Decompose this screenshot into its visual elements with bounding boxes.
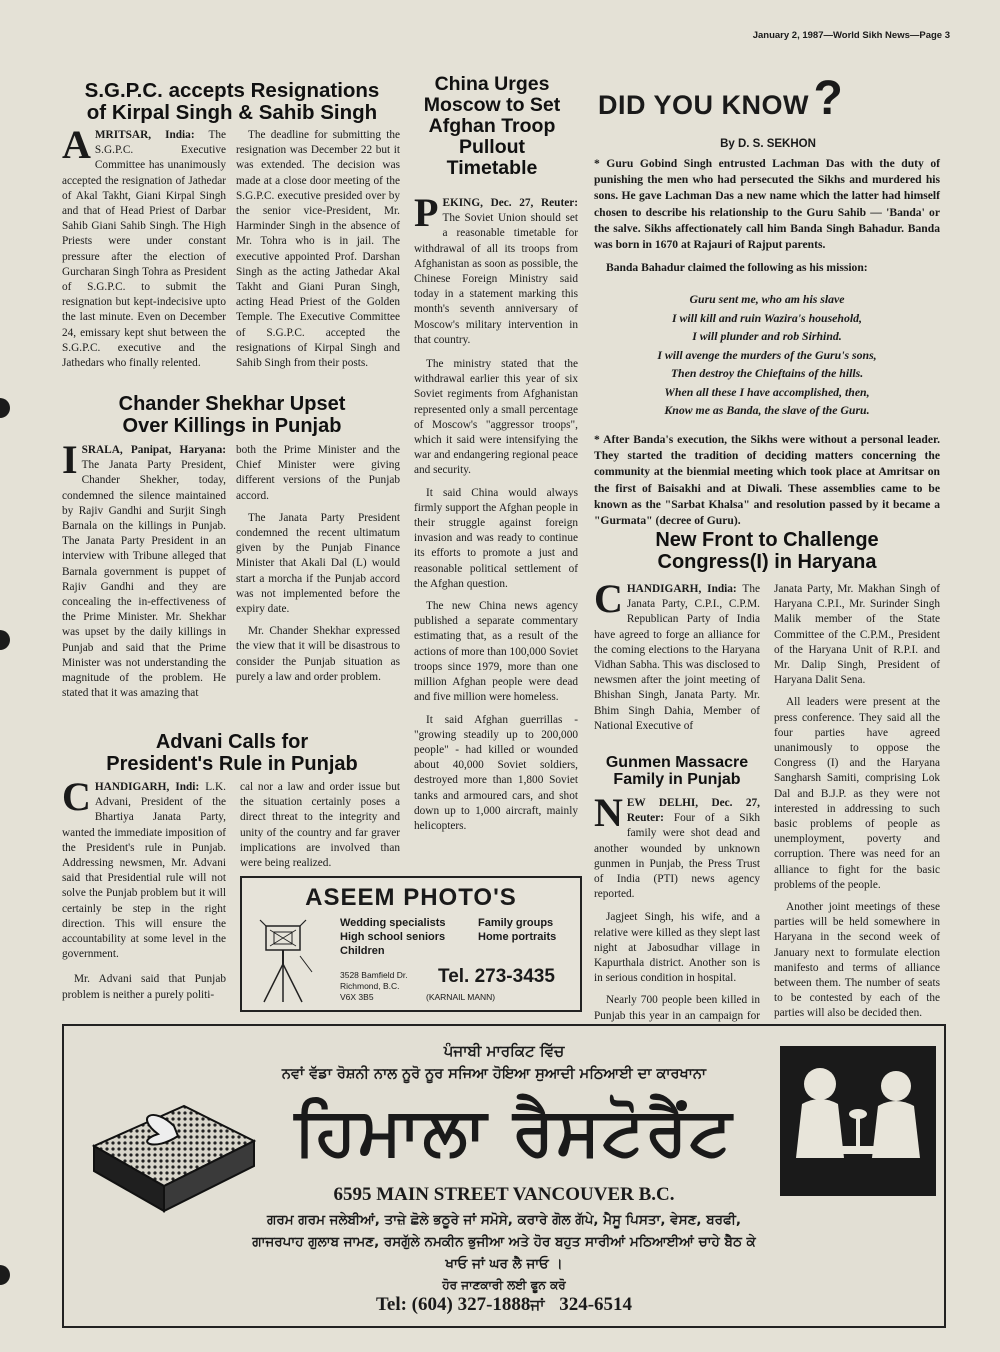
- dateline: MRITSAR, India:: [94, 129, 195, 141]
- dateline: EW DELHI, Dec. 27, Reuter:: [626, 797, 760, 825]
- binder-hole-top: [0, 398, 10, 418]
- advani-headline: [62, 732, 402, 775]
- phone-or: ਜਾਂ: [530, 1296, 545, 1314]
- gunmen-headline-line-2: Family in Punjab: [613, 771, 741, 789]
- article-text: Mr. Advani said that Punjab problem is neither a purely politi-: [62, 973, 226, 1001]
- china-headline-line-1: China Urges: [434, 73, 550, 95]
- china-headline-line-5: Timetable: [446, 157, 538, 180]
- article-text: All leaders were present at the press conference. They said all the four parties have agreed unanimously to oppose the Congress (I) and the Haryana Sangharsh Samiti, comprising Lok Dal and B.J.P. as they were not interested in addressing to such basic problems of people as unemployment, poverty and corruption. There was need for an alliance to fight for the basic problems of the people.: [774, 696, 940, 891]
- article-text: The deadline for submitting the resignation was December 22 but it was extended. The decision was made at a close door meeting of the S.G.P.C. executive presided over by the senior vice-President, Mr. Harminder Singh in the absence of Mr. Tohra who is in jail. The executive appointed Prof. Darshan Singh as the acting Jathedar Akal Takht and Giani Puran Singh, acting Head Priest of the Golden Temple. The Executive Committee of S.G.P.C. accepted the resignations of Kirpal Singh and Sahib Singh from their posts.: [236, 129, 400, 370]
- dyk-article: [594, 156, 940, 536]
- restaurant-phone: [64, 1294, 944, 1316]
- drop-cap: C: [594, 576, 623, 621]
- china-headline-line-2: Moscow to Set: [423, 94, 561, 117]
- dining-couple-silhouette-icon: [780, 1046, 936, 1196]
- sgpc-headline-line-1: S.G.P.C. accepts Resignations: [84, 79, 380, 102]
- newfront-headline: [594, 530, 940, 573]
- article-text: L.K. Advani, President of the Bhartiya Janata Party, wanted the immediate imposition of the President's rule in Punjab. Addressing newsmen, Mr. Advani said that Presidential rule will not solve the Punjab problem but it will certainly be step in the right direction. This will ensure the accountability at some level in the government.: [62, 781, 226, 961]
- sgpc-col-2: [236, 128, 400, 378]
- article-text: cal nor a law and order issue but the situation certainly poses a direct threat to the integrity and unity of the country and far graver implications are involved than were being realized.: [240, 781, 400, 870]
- service-item: Wedding specialists: [340, 917, 446, 929]
- menu-items-line-1: ਗਰਮ ਗਰਮ ਜਲੇਬੀਆਂ, ਤਾਜ਼ੇ ਛੋਲੇ ਭਠੂਰੇ ਜਾਂ ਸਮੋਸੇ, ਕਰਾਰੇ ਗੋਲ ਗੱਪੇ, ਮੈਸੂ ਪਿਸਤਾ, ਵੇਸਣ, ਬਰਫੀ,: [266, 1212, 742, 1228]
- china-headline-line-4: Pullout: [458, 136, 526, 159]
- address-line: 3528 Bamfield Dr.: [340, 970, 408, 980]
- drop-cap: I: [62, 437, 78, 482]
- phone-primary: Tel: (604) 327-1888: [375, 1294, 531, 1315]
- aseem-photo-ad: [240, 876, 582, 1012]
- service-item: Family groups: [478, 917, 554, 929]
- advani-headline-line-1: Advani Calls for: [155, 731, 309, 753]
- dateline: HANDIGARH, Indi:: [94, 781, 200, 793]
- poem-line: I will kill and ruin Wazira's household,: [671, 310, 863, 325]
- article-text: The Janata Party, C.P.I., C.P.M. Republican Party of India have agreed to forge an alliance for the coming elections to the Haryana Vidhan Sabha. This was disclosed to newsmen after the joint meeting of Bhishan Singh, Janata Party. Mr. Bhim Singh Dahia, Member of National Executive of: [594, 583, 760, 732]
- article-text: Four of a Sikh family were shot dead and another wounded by unknown gunmen in Punjab, the Press Trust of India (PTI) news agency reported.: [594, 812, 760, 901]
- article-text: The S.G.P.C. Executive Committee has unanimously accepted the resignation of Jathedar of Akal Takht, Giani Kirpal Singh and that of Head Priest of Darbar Sahib Giani Sahib Singh. The High Priests were under constant pressure after the election of Gurcharan Singh Tohra as President of S.G.P.C. to submit the resignation but kept-indecisive upto the last minute. Even on December 24, emissary kept shut between the S.G.P.C. executive and the Jathedars who finally relented.: [62, 129, 227, 370]
- chander-headline-line-2: Over Killings in Punjab: [122, 414, 342, 437]
- poem-line: I will avenge the murders of the Guru's sons,: [657, 347, 877, 362]
- sgpc-headline-line-2: of Kirpal Singh & Sahib Singh: [86, 101, 378, 125]
- newfront-col-2: [774, 582, 940, 1029]
- ad-services-left: [340, 916, 446, 958]
- service-item: Home portraits: [478, 931, 557, 943]
- running-head: January 2, 1987—World Sikh News—Page 3: [752, 30, 950, 41]
- service-item: High school seniors: [340, 931, 446, 943]
- drop-cap: N: [594, 790, 623, 835]
- advani-col-1: [62, 774, 226, 1010]
- poem-line: When all these I have accomplished, then,: [664, 384, 870, 399]
- ad-services-right: [478, 916, 556, 944]
- advani-col-2: [240, 780, 400, 878]
- ad-title: ASEEM PHOTO'S: [305, 884, 517, 911]
- binder-hole-middle: [0, 630, 10, 650]
- menu-items-line-3: ਖਾਓ ਜਾਂ ਘਰ ਲੈ ਜਾਓ ।: [445, 1256, 563, 1272]
- poem-line: Guru sent me, who am his slave: [689, 292, 845, 307]
- chander-col-1: [62, 437, 226, 701]
- china-headline: [412, 74, 572, 179]
- ad-phone: Tel. 273-3435: [438, 966, 555, 987]
- newfront-headline-line-2: Congress(I) in Haryana: [657, 550, 877, 573]
- dateline: SRALA, Panipat, Haryana:: [81, 444, 226, 456]
- himalaya-restaurant-ad: [62, 1024, 946, 1328]
- article-text: * Guru Gobind Singh entrusted Lachman Das with the duty of punishing the men who had persecuted the Sikhs and murdered his sons. He gave Lachman Das a new name which the latter had himself chosen to describe his relationship to the Guru Sahib — 'Banda' or the salve. Sikhs affectionately call him Banda Singh Bahadur. Banda was born in 1670 at Rajauri of Rajput parents.: [594, 157, 940, 252]
- restaurant-address: 6595 MAIN STREET VANCOUVER B.C.: [333, 1184, 675, 1205]
- article-text: Nearly 700 people been killed in Punjab this year in an campaign for: [594, 994, 760, 1022]
- poem-line: Then destroy the Chieftains of the hills.: [670, 366, 864, 381]
- ad-address: [340, 970, 408, 1003]
- gunmen-article: [594, 790, 760, 1046]
- address-line: V6X 3B5: [340, 992, 374, 1002]
- sgpc-col-1: [62, 122, 227, 371]
- address-line: Richmond, B.C.: [340, 981, 400, 991]
- binder-hole-bottom: [0, 1265, 10, 1285]
- ad-tagline-2: ਨਵਾਂ ਵੱਡਾ ਰੋਸ਼ਨੀ ਨਾਲ ਨੂਰੋ ਨੂਰ ਸਜਿਆ ਹੋਇਆ ਸੁਆਦੀ ਮਠਿਆਈ ਦਾ ਕਾਰਖਾਨਾ: [281, 1066, 707, 1082]
- restaurant-name: ਹਿਮਾਲਾ ਰੈਸਟੋਰੈਂਟ: [294, 1093, 734, 1170]
- article-text: * After Banda's execution, the Sikhs were without a personal leader. They started the tradition of deciding matters concerning the community at the bienmial meeting which took place at Amritsar on the first of Baisakhi and at Diwali. These assemblies came to be known as the "Sarbat Khalsa" and resolution passed by it became a "Gurmata" (decree of Guru).: [594, 432, 940, 527]
- newfront-headline-line-1: New Front to Challenge: [655, 529, 879, 551]
- sgpc-headline: [62, 80, 402, 124]
- article-text: The ministry stated that the withdrawal earlier this year of six Soviet regiments from Afghanistan represented only a small percentage of Moscow's "aggressor troops", which it said were intensifying the war and endangering regional peace and security.: [414, 358, 578, 477]
- chander-col-2: [236, 443, 400, 692]
- article-text: The Soviet Union should set a reasonable timetable for withdrawal of all its troops from Afghanistan as soon as possible, the Chinese Foreign Ministry said today in a statement marking this month's seventh anniversary of Moscow's military intervention in that country.: [414, 212, 578, 346]
- article-text: both the Prime Minister and the Chief Minister were giving different versions of the Punjab accord.: [236, 444, 400, 502]
- drop-cap: A: [62, 122, 91, 167]
- more-info-text: ਹੋਰ ਜਾਣਕਾਰੀ ਲਈ ਫੂਨ ਕਰੋ: [442, 1278, 566, 1292]
- newfront-col-1: [594, 576, 760, 734]
- poem-line: I will plunder and rob Sirhind.: [692, 329, 842, 344]
- dateline: HANDIGARH, India:: [626, 583, 737, 595]
- article-text: It said China would always firmly support the Afghan people in their struggle against foreign invasion and was ready to continue its efforts to promote a just and reasonable political settlement of the Afghan question.: [414, 486, 578, 590]
- china-headline-line-3: Afghan Troop: [428, 115, 556, 138]
- article-text: The Janata Party President condemned the recent ultimatum given by the Punjab Finance Minister that Akali Dal (L) would start a morcha if the Punjab accord was not implemented before the expiry date.: [236, 511, 400, 616]
- dyk-title-block: [598, 72, 878, 125]
- drop-cap: P: [414, 190, 439, 235]
- dyk-question-mark: ?: [813, 72, 843, 125]
- camera-on-tripod-icon: [256, 916, 316, 1004]
- dyk-poem: [594, 290, 940, 420]
- article-text: Another joint meetings of these parties will be held somewhere in Haryana in the second week of January next to formulate election manifesto and terms of alliance between them. The number of seats to be contested by each of the parties will also be decided then.: [774, 901, 940, 1020]
- chander-headline: [62, 394, 402, 437]
- ad-tagline-1: ਪੰਜਾਬੀ ਮਾਰਕਿਟ ਵਿੱਚ: [443, 1042, 565, 1060]
- article-text: The Janata Party President, Chander Shekher, today, condemned the silence maintained by Rajiv Gandhi and Surjit Singh Barnala on the killings in Punjab. The Janata Party President in an interview with Tribune alleged that Barnala government is puppet of Rajiv Gandhi and they are concealing the in-effectiveness of the Prime Minister. Mr. Shekhar was upset by the daily killings in Punjab and said that the Prime Minister was not understanding the magnitude of the problem. He stated that it was amazing that: [62, 459, 226, 700]
- article-text: Janata Party, Mr. Makhan Singh of Haryana C.P.I., Mr. Surinder Singh Malik member of the State Committee of the C.P.M., President of the Haryana Unit of R.P.I. and Mr. Dalip Singh, President of Haryana Dalit Sena.: [774, 583, 940, 687]
- gunmen-headline: [594, 754, 760, 789]
- advani-headline-line-2: President's Rule in Punjab: [106, 752, 358, 775]
- article-text: The new China news agency published a separate commentary estimating that, as a result of the actions of more than 100,000 Soviet troops since 1979, more than one million Afghan people were dead and five million were homeless.: [414, 600, 578, 704]
- article-text: Jagjeet Singh, his wife, and a relative were killed as they slept last night at Jabosudhar village in Kapurthala district. Another son is in serious condition in hospital.: [594, 911, 760, 985]
- dyk-byline: By D. S. SEKHON: [720, 138, 816, 150]
- dyk-title: DID YOU KNOW: [598, 90, 810, 120]
- service-item: Children: [340, 945, 385, 957]
- article-text: Mr. Chander Shekhar expressed the view that it will be disastrous to consider the Punjab situation as purely a law and order problem.: [236, 625, 400, 683]
- chander-headline-line-1: Chander Shekhar Upset: [118, 393, 346, 415]
- gunmen-headline-line-1: Gunmen Massacre: [605, 754, 749, 771]
- china-article: [414, 190, 578, 841]
- phone-secondary: 324-6514: [559, 1294, 633, 1315]
- poem-line: Know me as Banda, the slave of the Guru.: [664, 403, 870, 418]
- article-text: It said Afghan guerrillas - "growing steadily up to 200,000 people" - had killed or wounded about 40,000 Soviet soldiers, destroyed more than 1,800 Soviet tanks and armoured cars, and shot down up to 1,000 aircraft, mainly helicopters.: [414, 713, 578, 832]
- menu-items-line-2: ਗਾਜਰਪਾਹ ਗੁਲਾਬ ਜਾਮਣ, ਰਸਗੁੱਲੇ ਨਮਕੀਨ ਭੁਜੀਆ ਅਤੇ ਹੋਰ ਬਹੁਤ ਸਾਰੀਆਂ ਮਠਿਆਈਆਂ ਚਾਹੇ ਬੈਠ ਕੇ: [252, 1234, 756, 1250]
- drop-cap: C: [62, 774, 91, 819]
- ad-contact: (KARNAIL MANN): [426, 992, 496, 1002]
- dateline: EKING, Dec. 27, Reuter:: [442, 197, 578, 209]
- article-text: Banda Bahadur claimed the following as his mission:: [606, 261, 868, 275]
